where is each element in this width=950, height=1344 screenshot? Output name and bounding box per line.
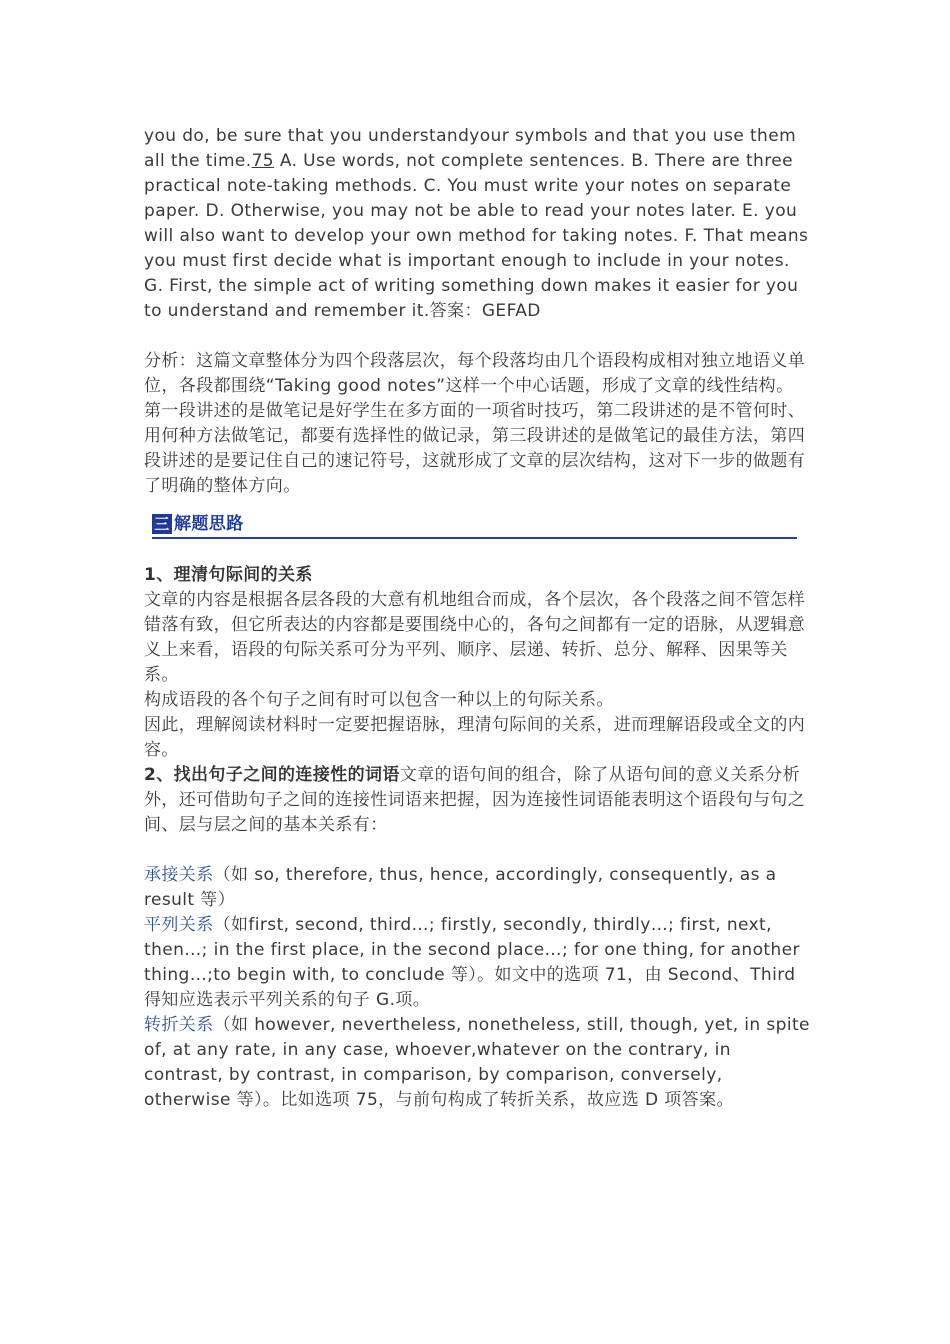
section-number-icon: 三 <box>152 514 172 534</box>
point2-text: 文章的语句间的组合，除了从语句间的意义关系分析外，还可借助句子之间的连接性词语来把握，因为连接性词语能表明这个语段句与句之间、层与层之间的基本关系有： <box>144 765 806 835</box>
section-heading <box>152 511 797 539</box>
relation-item <box>144 1013 810 1113</box>
point2-title: 2、找出句子之间的连接性的词语 <box>144 765 400 785</box>
answer-text: 答案：GEFAD <box>429 301 541 321</box>
point1-title: 1、理清句际间的关系 <box>144 565 313 585</box>
analysis-paragraph-1: 分析：这篇文章整体分为四个段落层次，每个段落均由几个语段构成相对独立地语义单位，各段都围绕“Taking good notes”这样一个中心话题，形成了文章的线性结构。 <box>144 351 806 396</box>
analysis-paragraph-2: 第一段讲述的是做笔记是好学生在多方面的一项省时技巧，第二段讲述的是不管何时、用何种方法做笔记，都要有选择性的做记录，第三段讲述的是做笔记的最佳方法，第四段讲述的是要记住自己的速记符号，这就形成了文章的层次结构，这对下一步的做题有了明确的整体方向。 <box>144 401 806 496</box>
relation-label: 平列关系 <box>144 915 214 935</box>
relation-text: （如 so, therefore, thus, hence, accordingly, consequently, as a result 等） <box>144 865 777 910</box>
relation-item <box>144 913 810 1013</box>
intro-text: you do, be sure that you understandyour symbols and that you use them all the time. <box>144 126 797 171</box>
blank-number: 75 <box>251 151 275 171</box>
document-page <box>144 124 810 1113</box>
relation-text: （如first, second, third…; firstly, secondly, thirdly…; first, next, then…; in the first place, in the second place…; for one thing, for another thing…;to begin with, to conclude 等）。如文中的选项 71，由 Second、Third 得知应选表示平列关系的句子 G.项。 <box>144 915 800 1010</box>
options-text: A. Use words, not complete sentences. B. There are three practical note-taking methods. C. You must write your notes on separate paper. D. Otherwise, you may not be able to read your notes later. E. you will also want to develop your own method for taking notes. F. That means you must first decide what is important enough to include in your notes. G. First, the simple act of writing something down makes it easier for you to understand and remember it. <box>144 151 809 321</box>
relation-label: 承接关系 <box>144 865 214 885</box>
relation-text: （如 however, nevertheless, nonetheless, still, though, yet, in spite of, at any rate, in any case, whoever,whatever on the contrary, in contrast, by contrast, in comparison, by comparison, conversely, otherwise 等）。比如选项 75，与前句构成了转折关系，故应选 D 项答案。 <box>144 1015 810 1110</box>
relation-label: 转折关系 <box>144 1015 214 1035</box>
point1-paragraph-3: 因此，理解阅读材料时一定要把握语脉，理清句际间的关系，进而理解语段或全文的内容。 <box>144 715 806 760</box>
point2-paragraph <box>144 763 810 838</box>
intro-paragraph <box>144 124 810 324</box>
point1-paragraph-1: 文章的内容是根据各层各段的大意有机地组合而成，各个层次，各个段落之间不管怎样错落有致，但它所表达的内容都是要围绕中心的，各句之间都有一定的语脉，从逻辑意义上来看，语段的句际关系可分为平列、顺序、层递、转折、总分、解释、因果等关系。 <box>144 590 806 685</box>
point1-paragraph-2: 构成语段的各个句子之间有时可以包含一种以上的句际关系。 <box>144 690 614 710</box>
section-title: 解题思路 <box>174 513 244 534</box>
relation-item <box>144 863 810 913</box>
